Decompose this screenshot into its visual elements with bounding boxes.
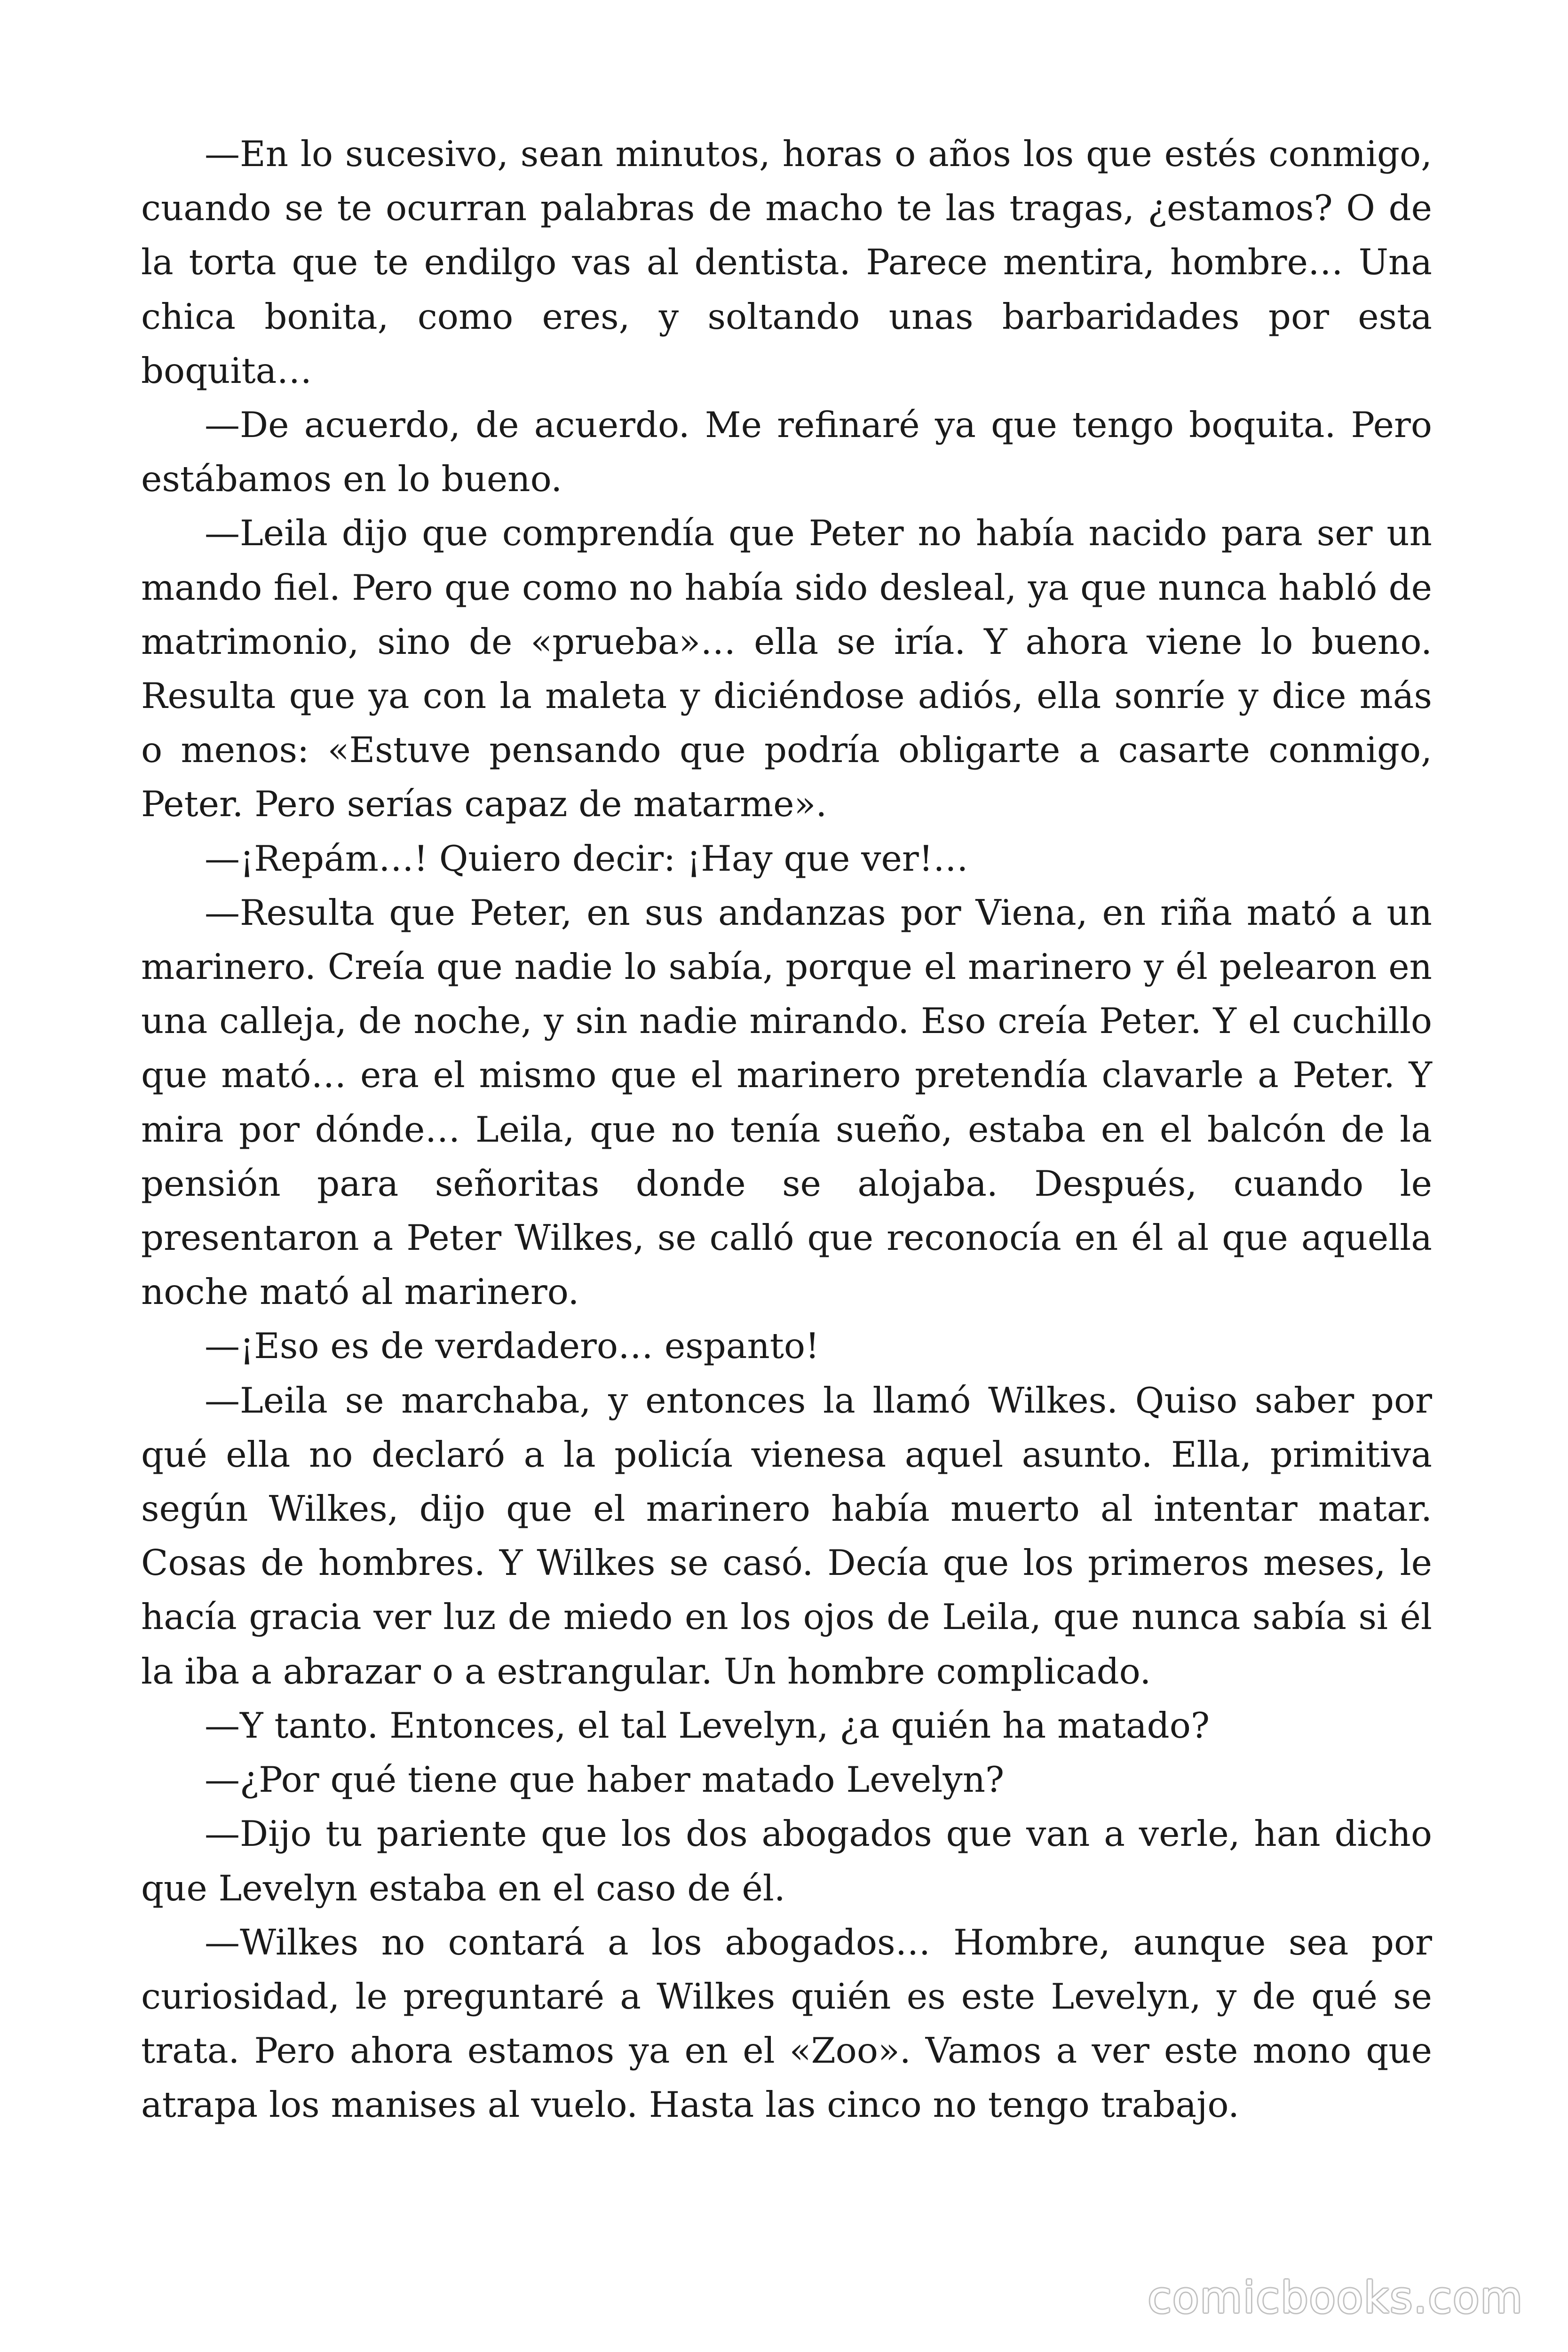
page-body — [141, 127, 1432, 2132]
paragraph: —Dijo tu pariente que los dos abogados que van a verle, han dicho que Levelyn estaba en el caso de él. — [141, 1813, 1432, 1909]
watermark: comicbooks.com — [1148, 2273, 1523, 2323]
paragraph: —¡Eso es de verdadero… espanto! — [205, 1325, 820, 1367]
paragraph: —Leila se marchaba, y entonces la llamó Wilkes. Quiso saber por qué ella no declaró a la policía vienesa aquel asunto. Ella, primitiva según Wilkes, dijo que el marinero había muerto al intentar matar. Cosas de hombres. Y Wilkes se casó. Decía que los primeros meses, le hacía gracia ver luz de miedo en los ojos de Leila, que nunca sabía si él la iba a abrazar o a estrangular. Un hombre complicado. — [141, 1379, 1432, 1692]
paragraph: —¿Por qué tiene que haber matado Levelyn? — [205, 1759, 1005, 1801]
paragraph: —En lo sucesivo, sean minutos, horas o años los que estés conmigo, cuando se te ocurran palabras de macho te las tragas, ¿estamos? O de la torta que te endilgo vas al dentista. Parece mentira, hombre… Una chica bonita, como eres, y soltando unas barbaridades por esta boquita… — [141, 133, 1432, 391]
paragraph: —Wilkes no contará a los abogados… Hombre, aunque sea por curiosidad, le preguntaré a Wilkes quién es este Levelyn, y de qué se trata. Pero ahora estamos ya en el «Zoo». Vamos a ver este mono que atrapa los manises al vuelo. Hasta las cinco no tengo trabajo. — [141, 1921, 1432, 2126]
paragraph: —¡Repám…! Quiero decir: ¡Hay que ver!… — [205, 837, 968, 879]
paragraph: —Resulta que Peter, en sus andanzas por Viena, en riña mató a un marinero. Creía que nadie lo sabía, porque el marinero y él pelearon en una calleja, de noche, y sin nadie mirando. Eso creía Peter. Y el cuchillo que mató… era el mismo que el marinero pretendía clavarle a Peter. Y mira por dónde… Leila, que no tenía sueño, estaba en el balcón de la pensión para señoritas donde se alojaba. Después, cuando le presentaron a Peter Wilkes, se calló que reconocía en él al que aquella noche mató al marinero. — [141, 891, 1432, 1313]
paragraph: —Leila dijo que comprendía que Peter no había nacido para ser un mando fiel. Pero que como no había sido desleal, ya que nunca habló de matrimonio, sino de «prueba»… ella se iría. Y ahora viene lo bueno. Resulta que ya con la maleta y diciéndose adiós, ella sonríe y dice más o menos: «Estuve pensando que podría obligarte a casarte conmigo, Peter. Pero serías capaz de matarme». — [141, 512, 1432, 825]
paragraph: —Y tanto. Entonces, el tal Levelyn, ¿a quién ha matado? — [205, 1704, 1210, 1746]
paragraph: —De acuerdo, de acuerdo. Me refinaré ya que tengo boquita. Pero estábamos en lo bueno. — [141, 404, 1432, 500]
